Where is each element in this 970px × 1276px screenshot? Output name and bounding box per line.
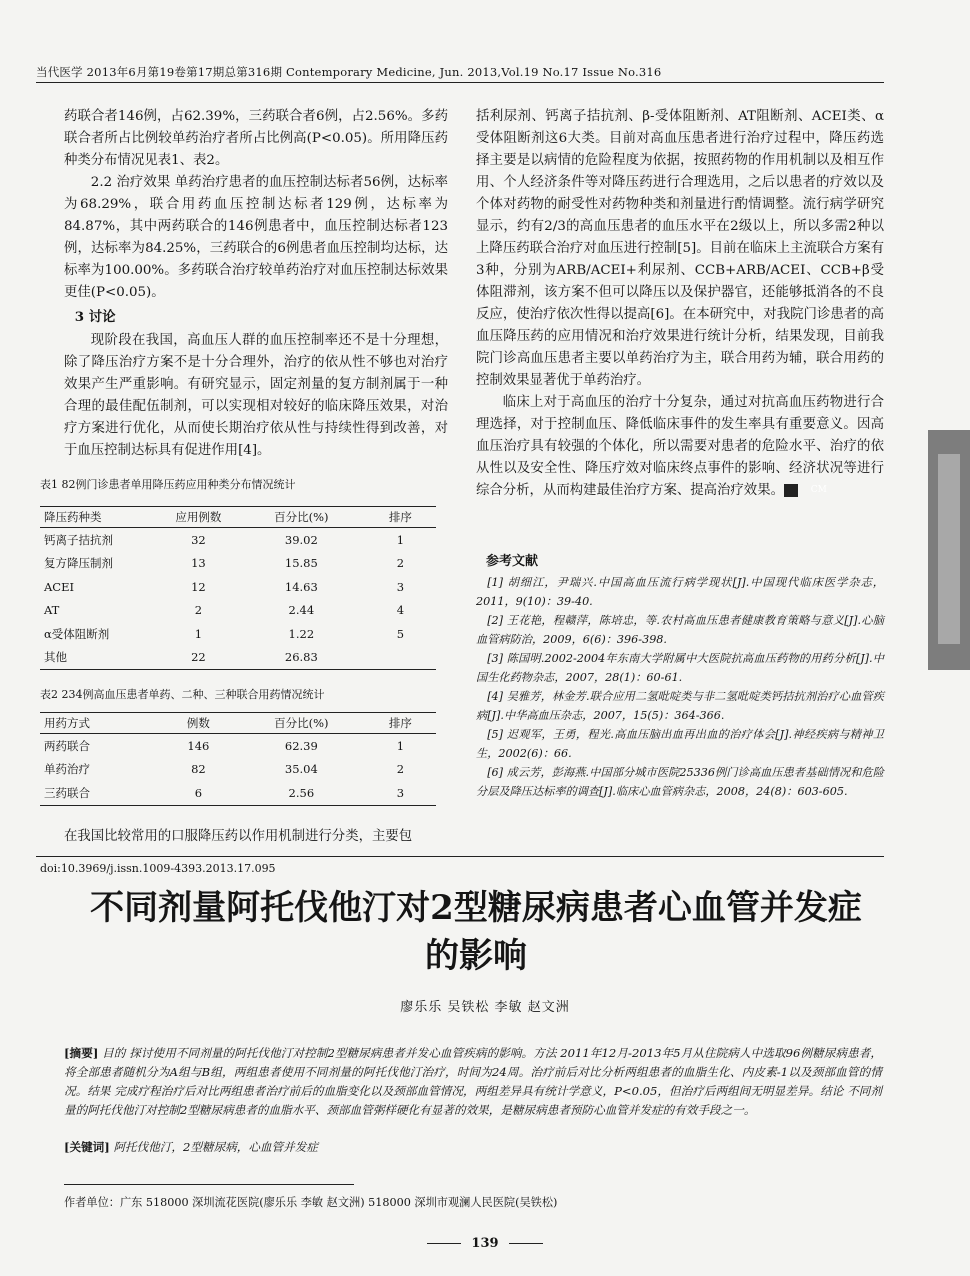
article-divider — [36, 856, 884, 857]
table-header-cell: 降压药种类 — [40, 507, 159, 528]
table-cell: 3 — [365, 781, 436, 805]
table-cell: ACEI — [44, 579, 75, 594]
table-cell: α受体阻断剂 — [44, 626, 110, 641]
table-row — [40, 758, 436, 782]
page-number-dash-right — [509, 1243, 543, 1244]
article-title-line-2: 的影响 — [425, 936, 527, 976]
right-paragraph-1: 括利尿剂、钙离子拮抗剂、β-受体阻断剂、AT阻断剂、ACEI类、α受体阻断剂这6大类。目前对高血压患者进行治疗过程中，降压药选择主要是以病情的危险程度为依据，按照药物的作用机制以及相互作用、个人经济条件等对降压药进行合理选用，之后以患者的疗效以及个体对药物的耐受性对药物种类和剂量进行酌情调整。流行病学研究显示，约有2/3的高血压患者的血压水平在2级以上，所以多需2种以上降压药联合治疗对血压进行控制[5]。目前在临床上主流联合方案有3种，分别为ARB/ACEI+利尿剂、CCB+ARB/ACEI、CCB+β受体阻滞剂，该方案不但可以降压以及保护器官，还能够抵消各的不良反应，使治疗依次性得以提高[6]。在本研究中，对我院门诊患者的高血压降压药的应用情况和治疗效果进行统计分析，结果发现，目前我院门诊高血压患者主要以单药治疗为主，联合用药为辅，联合用药的控制效果显著优于单药治疗。 — [476, 109, 884, 388]
table-cell: 3 — [396, 579, 405, 594]
keywords-label: [关键词] — [64, 1140, 110, 1154]
table-cell: 2 — [194, 603, 203, 618]
table-1-caption: 表1 82例门诊患者单用降压药应用种类分布情况统计 — [40, 478, 296, 491]
table-row — [40, 575, 436, 599]
page-edge-tab-inner — [938, 454, 960, 644]
table-cell: 1 — [194, 626, 203, 641]
table-row — [40, 552, 436, 576]
reference-item: [2] 王花艳，程赣萍，陈培忠，等.农村高血压患者健康教育策略与意义[J].心脑血管病防治，2009，6(6)：396-398. — [476, 614, 884, 646]
keywords — [64, 1139, 882, 1155]
table-2-caption: 表2 234例高血压患者单药、二种、三种联合用药情况统计 — [40, 688, 325, 701]
table-cell: 钙离子拮抗剂 — [44, 532, 113, 547]
right-paragraph-2 — [476, 392, 884, 502]
keywords-text: 阿托伐他汀，2型糖尿病，心血管并发症 — [113, 1140, 318, 1154]
table-1 — [40, 476, 436, 670]
table-cell: 2 — [396, 556, 405, 571]
table-cell: 5 — [396, 626, 405, 641]
page-edge-tab — [928, 430, 970, 670]
table-cell: AT — [44, 603, 60, 618]
reference-item: [4] 吴雅芳，林金芳.联合应用二氢吡啶类与非二氢吡啶类钙拮抗剂治疗心血管疾病[J].中华高血压杂志，2007，15(5)：364-366. — [476, 690, 884, 722]
table-header-cell: 百分比(%) — [238, 713, 365, 734]
reference-item: [6] 成云芳，彭海燕.中国部分城市医院25336例门诊高血压患者基础情况和危险分层及降压达标率的调查[J].临床心血管病杂志，2008，24(8)：603-605. — [476, 766, 884, 798]
table-cell: 32 — [191, 532, 206, 547]
table-cell: 4 — [396, 603, 405, 618]
table-header-cell: 应用例数 — [159, 507, 238, 528]
table-cell — [365, 646, 436, 670]
author-affiliation: 作者单位：广东 518000 深圳流花医院(廖乐乐 李敏 赵文洲) 518000 深圳市观澜人民医院(吴铁松) — [64, 1196, 558, 1209]
running-header: 当代医学 2013年6月第19卷第17期总第316期 Contemporary Medicine, Jun. 2013,Vol.19 No.17 Issue No.316 — [36, 65, 662, 79]
table-header-cell: 排序 — [365, 713, 436, 734]
abstract — [64, 1044, 882, 1120]
table-cell: 2.56 — [238, 781, 365, 805]
table-row — [40, 646, 436, 670]
page-number — [0, 1236, 970, 1251]
table-1-grid — [40, 506, 436, 670]
table-cell: 26.83 — [238, 646, 365, 670]
reference-item: [1] 胡细江，尹瑞兴.中国高血压流行病学现状[J].中国现代临床医学杂志，2011，9(10)：39-40. — [476, 576, 884, 608]
page-number-value: 139 — [471, 1236, 499, 1251]
table-row — [40, 781, 436, 805]
page-number-dash-left — [427, 1243, 461, 1244]
table-cell: 1.22 — [288, 626, 315, 641]
table-cell: 6 — [159, 781, 238, 805]
left-column — [64, 106, 448, 462]
affiliation-rule — [64, 1184, 354, 1185]
table-cell: 39.02 — [284, 532, 318, 547]
table-cell: 12 — [191, 579, 206, 594]
left-paragraph-2: 2.2 治疗效果 单药治疗患者的血压控制达标者56例，达标率为68.29%，联合用药血压控制达标者129例，达标率为84.87%，其中两药联合的146例患者中，血压控制达标者123例，达标率为84.25%，三药联合的6例患者血压控制均达标，达标率为100.00%。多药联合治疗较单药治疗对血压控制达标效果更佳(P<0.05)。 — [64, 175, 448, 300]
left-paragraph-1: 药联合者146例，占62.39%，三药联合者6例，占2.56%。多药联合者所占比例较单药治疗者所占比例高(P<0.05)。所用降压药种类分布情况见表1、表2。 — [64, 109, 448, 168]
end-of-article-mark: CM — [784, 484, 798, 497]
table-cell: 146 — [187, 738, 210, 753]
table-cell: 22 — [159, 646, 238, 670]
article-doi: doi:10.3969/j.issn.1009-4393.2013.17.095 — [40, 862, 276, 875]
table-row — [40, 622, 436, 646]
right-paragraph-2-text: 临床上对于高血压的治疗十分复杂，通过对抗高血压药物进行合理选择，对于控制血压、降低临床事件的发生率具有重要意义。因高血压治疗具有较强的个体化，所以需要对患者的危险水平、治疗的依从性以及安全性、降压疗效对临床终点事件的影响、经济状况等进行综合分析，从而构建最佳治疗方案、提高治疗效果。 — [476, 395, 884, 498]
references-heading: 参考文献 — [486, 554, 539, 569]
table-header-cell: 排序 — [365, 507, 436, 528]
section-heading-discussion: 3 讨论 — [74, 309, 116, 325]
table-cell: 82 — [191, 762, 206, 777]
table-cell: 13 — [191, 556, 206, 571]
abstract-label: [摘要] — [64, 1046, 99, 1060]
table-2-grid — [40, 712, 436, 806]
article-title — [36, 884, 916, 980]
table-cell: 单药治疗 — [44, 762, 90, 777]
left-column-tail: 在我国比较常用的口服降压药以作用机制进行分类，主要包 — [64, 829, 413, 844]
table-cell: 62.39 — [284, 738, 318, 753]
table-header-cell: 百分比(%) — [238, 507, 365, 528]
reference-item: [5] 迟观军，王勇，程光.高血压脑出血再出血的治疗体会[J].神经疾病与精神卫生，2002(6)：66. — [476, 728, 884, 760]
table-header-cell: 例数 — [159, 713, 238, 734]
table-cell: 2 — [396, 762, 405, 777]
table-row — [40, 734, 436, 758]
table-cell: 三药联合 — [40, 781, 159, 805]
table-cell: 14.63 — [284, 579, 318, 594]
references — [476, 550, 884, 801]
article-title-line-1: 不同剂量阿托伐他汀对2型糖尿病患者心血管并发症 — [90, 888, 862, 928]
table-cell: 1 — [396, 738, 405, 753]
article-authors: 廖乐乐 吴铁松 李敏 赵文洲 — [400, 1000, 570, 1015]
table-row — [40, 599, 436, 623]
table-row — [40, 528, 436, 552]
table-2 — [40, 686, 436, 806]
table-cell: 35.04 — [284, 762, 318, 777]
table-cell: 两药联合 — [44, 738, 90, 753]
abstract-text: 目的 探讨使用不同剂量的阿托伐他汀对控制2型糖尿病患者并发心血管疾病的影响。方法 2011年12月-2013年5月从住院病人中选取96例糖尿病患者，将全部患者随机分为A组与B组，两组患者使用不同剂量的阿托伐他汀治疗，时间为24周。治疗前后对比分析两组患者的血脂生化、内皮素-1以及颈部血管的情况。结果 完成疗程治疗后对比两组患者治疗前后的血脂变化以及颈部血管情况，两组差异具有统计学意义，P<0.05，但治疗后两组间无明显差异。结论 不同剂量的阿托伐他汀对控制2型糖尿病患者的血脂水平、颈部血管粥样硬化有显著的效果，是糖尿病患者预防心血管并发症的有效手段之一。 — [64, 1046, 882, 1117]
left-paragraph-3: 现阶段在我国，高血压人群的血压控制率还不是十分理想，除了降压治疗方案不是十分合理外，治疗的依从性不够也对治疗效果产生严重影响。有研究显示，固定剂量的复方制剂属于一种合理的最佳配伍制剂，可以实现相对较好的临床降压效果，对治疗方案进行优化，从而使长期治疗依从性与持续性得到改善，对于血压控制达标具有促进作用[4]。 — [64, 333, 448, 458]
table-cell: 2.44 — [288, 603, 315, 618]
table-cell: 其他 — [40, 646, 159, 670]
table-cell: 1 — [396, 532, 405, 547]
table-cell: 复方降压制剂 — [44, 556, 113, 571]
reference-item: [3] 陈国明.2002-2004年东南大学附属中大医院抗高血压药物的用药分析[J].中国生化药物杂志，2007，28(1)：60-61. — [476, 652, 884, 684]
table-cell: 15.85 — [284, 556, 318, 571]
right-column — [476, 106, 884, 502]
table-header-cell: 用药方式 — [40, 713, 159, 734]
header-rule — [36, 82, 884, 83]
